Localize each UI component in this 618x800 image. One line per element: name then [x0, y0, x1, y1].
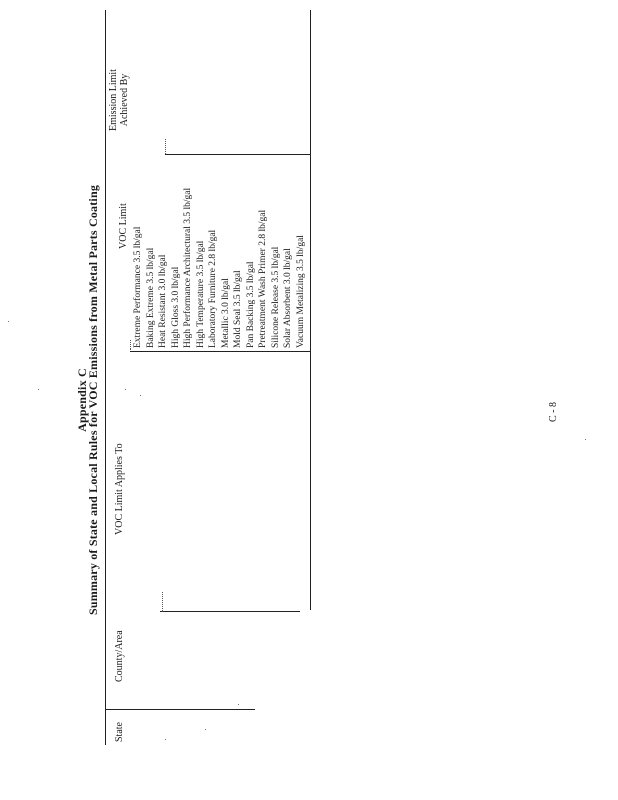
- table-top-rule: [105, 10, 106, 745]
- header-emission-limit-line1: Emission Limit: [108, 69, 119, 131]
- voc-limit-item: Solar Absorbent 3.0 lb/gal: [283, 248, 293, 348]
- col-sep-applies: [130, 351, 310, 352]
- header-emission-limit-line2: Achieved By: [119, 73, 130, 127]
- voc-limit-item: High Gloss 3.0 lb/gal: [170, 266, 181, 348]
- voc-limit-item: High Temperature 3.5 lb/gal: [195, 240, 206, 348]
- document-title: Summary of State and Local Rules for VOC Emissions from Metal Parts Coating: [86, 184, 100, 616]
- scan-speck: [38, 389, 39, 390]
- scan-speck: [238, 704, 239, 705]
- scan-trace: [162, 592, 163, 612]
- voc-limit-item: Mold Seal 3.5 lb/gal: [233, 270, 243, 348]
- voc-limit-item: High Performance Architectural 3.5 lb/gal: [183, 187, 193, 348]
- voc-limit-item: Silicone Release 3.5 lb/gal: [270, 246, 281, 348]
- voc-limit-list: [132, 108, 307, 348]
- scan-trace: [130, 340, 131, 350]
- col-sep-state: [105, 709, 255, 710]
- voc-limit-item: Pan Backing 3.5 lb/gal: [245, 261, 256, 348]
- header-voc-limit: VOC Limit: [118, 203, 129, 249]
- voc-limit-item: Metallic 3.0 lb/gal: [220, 278, 231, 348]
- voc-limit-item: Extreme Performance 3.5 lb/gal: [133, 226, 143, 348]
- col-sep-county: [160, 611, 300, 612]
- appendix-heading: Appendix C: [75, 368, 89, 432]
- voc-limit-item: Vacuum Metalizing 3.5 lb/gal: [295, 235, 306, 348]
- header-applies-to: VOC Limit Applies To: [114, 443, 125, 535]
- header-emission-limit: [108, 65, 130, 135]
- voc-limit-item: Laboratory Furniture 2.8 lb/gal: [208, 229, 218, 348]
- header-state: State: [114, 722, 125, 742]
- scan-speck: [8, 321, 9, 322]
- scan-speck: [205, 729, 206, 730]
- scan-speck: [165, 739, 166, 740]
- voc-limit-item: Baking Extreme 3.5 lb/gal: [145, 247, 156, 348]
- scan-speck: [140, 395, 141, 396]
- header-bottom-rule: [310, 10, 311, 610]
- voc-limit-item: Heat Resistant 3.0 lb/gal: [158, 254, 168, 348]
- scan-speck: [585, 439, 586, 440]
- scan-speck: [125, 389, 126, 390]
- header-county-area: County/Area: [114, 630, 125, 682]
- voc-limit-item: Pretreatment Wash Primer 2.8 lb/gal: [258, 209, 268, 348]
- page-number: C - 8: [548, 402, 559, 422]
